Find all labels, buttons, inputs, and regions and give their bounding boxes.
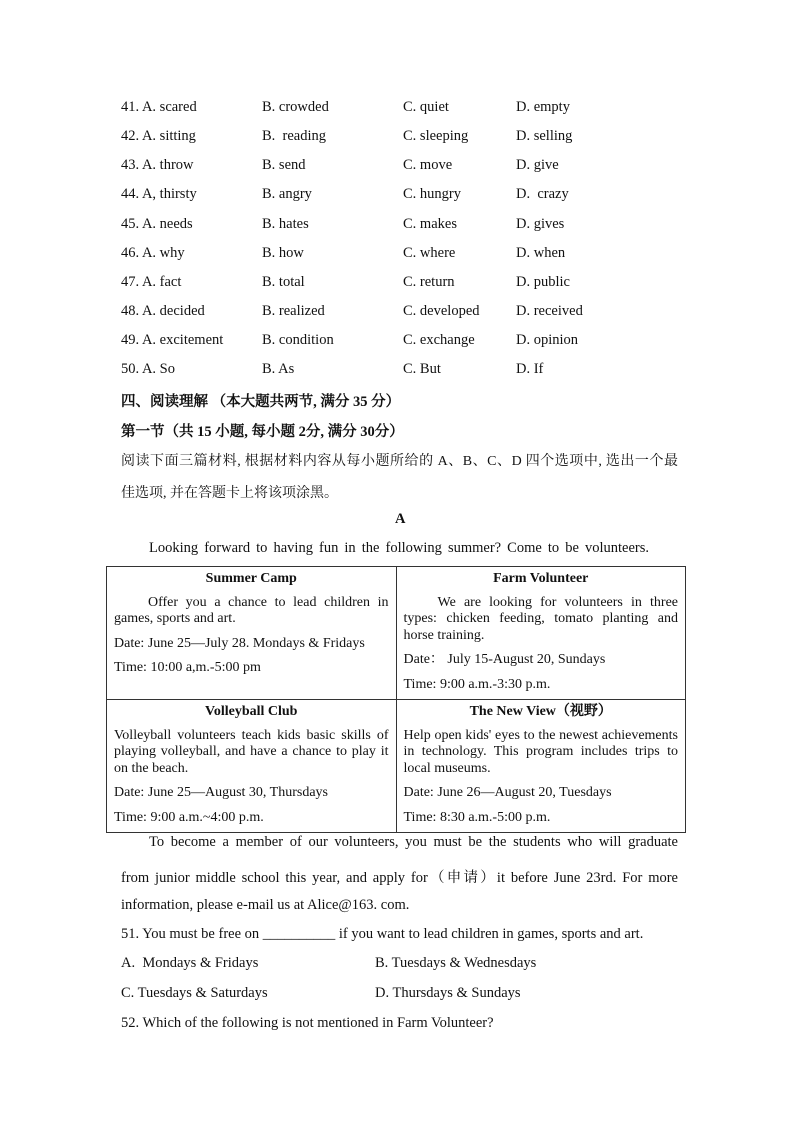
table-row bbox=[107, 567, 686, 700]
option-row-43 bbox=[0, 157, 800, 177]
cell-date: Date: June 25—August 30, Thursdays bbox=[114, 785, 328, 800]
option-row-47 bbox=[0, 274, 800, 294]
cell-description: Help open kids' eyes to the newest achievements in technology. This program includes trips to local museums. bbox=[403, 727, 678, 776]
passage-label: A bbox=[395, 511, 406, 527]
question-51-stem: 51. You must be free on __________ if you want to lead children in games, sports and art. bbox=[121, 926, 644, 942]
cell-description: We are looking for volunteers in three types: chicken feeding, tomato planting and horse training. bbox=[403, 594, 678, 643]
cell-time: Time: 10:00 a,m.-5:00 pm bbox=[114, 660, 261, 675]
cell-time: Time: 8:30 a.m.-5:00 p.m. bbox=[403, 809, 551, 825]
cell-description: Offer you a chance to lead children in games, sports and art. bbox=[114, 594, 389, 626]
option-d: D. If bbox=[516, 361, 544, 377]
option-d: D. give bbox=[516, 157, 559, 173]
question-52-stem: 52. Which of the following is not mentioned in Farm Volunteer? bbox=[121, 1015, 494, 1031]
option-c: C. where bbox=[403, 245, 456, 261]
option-d: D. empty bbox=[516, 99, 570, 115]
option-row-50 bbox=[0, 361, 800, 381]
instruction-line-1: 阅读下面三篇材料, 根据材料内容从每小题所给的 A、B、C、D 四个选项中, 选出一个最 bbox=[121, 454, 678, 469]
option-c: C. sleeping bbox=[403, 128, 469, 144]
option-a: 50. A. So bbox=[121, 361, 175, 377]
volleyball-club-cell bbox=[107, 700, 397, 833]
option-d: D. when bbox=[516, 245, 566, 261]
option-row-44 bbox=[0, 186, 800, 206]
cell-date: Date： July 15-August 20, Sundays bbox=[403, 652, 606, 667]
option-b: B. send bbox=[262, 157, 306, 173]
farm-volunteer-cell bbox=[396, 567, 686, 700]
option-b: B. crowded bbox=[262, 99, 329, 115]
option-a: 47. A. fact bbox=[121, 274, 182, 290]
after-text-line-2: from junior middle school this year, and apply for（申请）it before June 23rd. For more bbox=[121, 870, 678, 886]
option-d: D. opinion bbox=[516, 332, 579, 348]
instruction-line-2: 佳选项, 并在答题卡上将该项涂黑。 bbox=[121, 486, 338, 501]
cell-title: The New View（视野） bbox=[469, 704, 612, 719]
cell-title: Summer Camp bbox=[205, 571, 297, 586]
option-b: B. angry bbox=[262, 186, 312, 202]
cell-date: Date: June 26—August 20, Tuesdays bbox=[403, 785, 612, 800]
summer-camp-cell bbox=[107, 567, 397, 700]
new-view-cell bbox=[396, 700, 686, 833]
cell-time: Time: 9:00 a.m.-3:30 p.m. bbox=[403, 676, 551, 692]
option-b: B. total bbox=[262, 274, 305, 290]
answer-b: B. Tuesdays & Wednesdays bbox=[375, 955, 537, 971]
option-d: D. selling bbox=[516, 128, 573, 144]
option-c: C. makes bbox=[403, 216, 457, 232]
option-b: B. condition bbox=[262, 332, 334, 348]
option-d: D. received bbox=[516, 303, 583, 319]
option-a: 43. A. throw bbox=[121, 157, 194, 173]
option-row-46 bbox=[0, 245, 800, 265]
section-heading: 四、阅读理解 （本大题共两节, 满分 35 分） bbox=[121, 394, 401, 410]
option-d: D. gives bbox=[516, 216, 565, 232]
option-b: B. As bbox=[262, 361, 295, 377]
option-row-42 bbox=[0, 128, 800, 148]
answer-d: D. Thursdays & Sundays bbox=[375, 985, 521, 1001]
option-c: C. exchange bbox=[403, 332, 475, 348]
option-a: 45. A. needs bbox=[121, 216, 193, 232]
option-b: B. reading bbox=[262, 128, 327, 144]
option-a: 41. A. scared bbox=[121, 99, 197, 115]
option-a: 44. A, thirsty bbox=[121, 186, 197, 202]
option-row-49 bbox=[0, 332, 800, 352]
after-text-line-1: To become a member of our volunteers, you must be the students who will graduate bbox=[149, 834, 678, 850]
cell-description: Volleyball volunteers teach kids basic skills of playing volleyball, and have a chance to play it on the beach. bbox=[114, 727, 389, 776]
section-subheading: 第一节（共 15 小题, 每小题 2分, 满分 30分） bbox=[121, 424, 404, 440]
cell-title: Farm Volunteer bbox=[493, 571, 589, 586]
option-d: D. crazy bbox=[516, 186, 569, 202]
cell-time: Time: 9:00 a.m.~4:00 p.m. bbox=[114, 809, 264, 825]
option-c: C. return bbox=[403, 274, 455, 290]
option-b: B. realized bbox=[262, 303, 325, 319]
option-row-41 bbox=[0, 99, 800, 119]
option-a: 42. A. sitting bbox=[121, 128, 196, 144]
table-row bbox=[107, 700, 686, 833]
option-row-45 bbox=[0, 216, 800, 236]
option-c: C. quiet bbox=[403, 99, 449, 115]
option-b: B. hates bbox=[262, 216, 309, 232]
after-text-line-3: information, please e-mail us at Alice@163. com. bbox=[121, 897, 410, 913]
option-b: B. how bbox=[262, 245, 304, 261]
option-c: C. hungry bbox=[403, 186, 461, 202]
option-d: D. public bbox=[516, 274, 570, 290]
answer-a: A. Mondays & Fridays bbox=[121, 955, 259, 971]
option-c: C. move bbox=[403, 157, 453, 173]
option-a: 46. A. why bbox=[121, 245, 185, 261]
cell-title: Volleyball Club bbox=[205, 704, 298, 719]
volunteer-table bbox=[106, 566, 686, 833]
question-51-options-row-2 bbox=[0, 985, 800, 1005]
question-51-options-row-1 bbox=[0, 955, 800, 975]
option-a: 48. A. decided bbox=[121, 303, 205, 319]
option-a: 49. A. excitement bbox=[121, 332, 224, 348]
option-c: C. But bbox=[403, 361, 441, 377]
option-row-48 bbox=[0, 303, 800, 323]
passage-intro: Looking forward to having fun in the following summer? Come to be volunteers. bbox=[149, 540, 649, 556]
option-c: C. developed bbox=[403, 303, 480, 319]
answer-c: C. Tuesdays & Saturdays bbox=[121, 985, 268, 1001]
cell-date: Date: June 25—July 28. Mondays & Fridays bbox=[114, 635, 365, 651]
